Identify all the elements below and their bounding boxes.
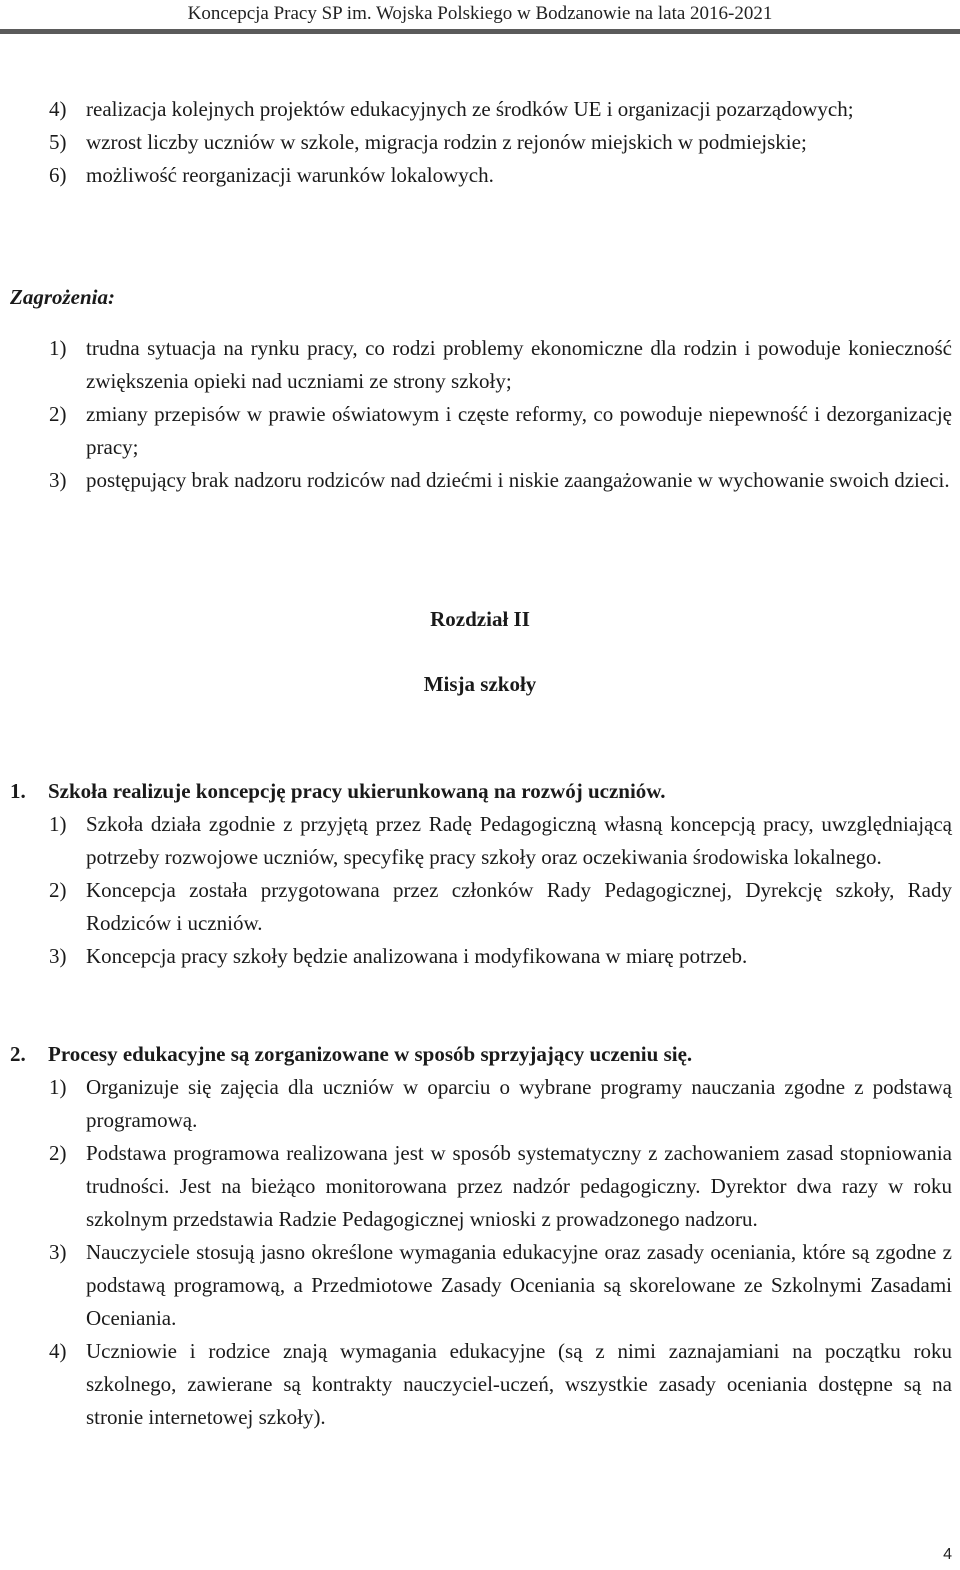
- list-item: [0, 808, 960, 874]
- list-item-number: 1): [49, 812, 67, 836]
- list-item: [0, 1236, 960, 1335]
- section-1-list: [0, 808, 960, 973]
- section-title-text: Szkoła realizuje koncepcję pracy ukierunkowaną na rozwój uczniów.: [48, 779, 666, 803]
- list-item-number: 2): [49, 878, 67, 902]
- section-number: 1.: [10, 779, 26, 803]
- list-item-text: możliwość reorganizacji warunków lokalowych.: [86, 163, 494, 187]
- list-item-text: zmiany przepisów w prawie oświatowym i częste reformy, co powoduje niepewność i dezorganizację pracy;: [86, 402, 952, 459]
- list-item-number: 6): [49, 163, 67, 187]
- list-item-number: 1): [49, 336, 67, 360]
- header-rule: [0, 29, 960, 34]
- list-item-text: wzrost liczby uczniów w szkole, migracja rodzin z rejonów miejskich w podmiejskie;: [86, 130, 807, 154]
- list-item-text: Uczniowie i rodzice znają wymagania edukacyjne (są z nimi zaznajamiani na początku roku szkolnego, zawierane są kontrakty nauczyciel-uczeń, wszystkie zasady oceniania dostępne są na stronie internetowej szkoły).: [86, 1339, 952, 1429]
- section-title: [10, 1038, 692, 1071]
- list-item-text: Organizuje się zajęcia dla uczniów w oparciu o wybrane programy nauczania zgodne z podstawą programową.: [86, 1075, 952, 1132]
- opportunities-list: [0, 93, 960, 192]
- list-item-number: 4): [49, 1339, 67, 1363]
- section-2-list: [0, 1071, 960, 1434]
- list-item-number: 1): [49, 1075, 67, 1099]
- list-item-text: Koncepcja została przygotowana przez członków Rady Pedagogicznej, Dyrekcję szkoły, Rady Rodziców i uczniów.: [86, 878, 952, 935]
- list-item-number: 2): [49, 402, 67, 426]
- page-number: 4: [943, 1546, 952, 1563]
- list-item-number: 2): [49, 1141, 67, 1165]
- chapter-label: Rozdział II: [430, 607, 530, 631]
- list-item: [0, 464, 960, 497]
- list-item-text: postępujący brak nadzoru rodziców nad dziećmi i niskie zaangażowanie w wychowanie swoich dzieci.: [86, 468, 950, 492]
- list-item-number: 3): [49, 944, 67, 968]
- list-item: [0, 940, 960, 973]
- section-number: 2.: [10, 1042, 26, 1066]
- list-item: [0, 874, 960, 940]
- list-item: [0, 126, 960, 159]
- section-title: [10, 775, 666, 808]
- section-title-text: Procesy edukacyjne są zorganizowane w sposób sprzyjający uczeniu się.: [48, 1042, 693, 1066]
- list-item: [0, 159, 960, 192]
- list-item: [0, 93, 960, 126]
- list-item-text: Koncepcja pracy szkoły będzie analizowana i modyfikowana w miarę potrzeb.: [86, 944, 748, 968]
- list-item: [0, 1335, 960, 1434]
- list-item: [0, 1137, 960, 1236]
- list-item-text: Podstawa programowa realizowana jest w sposób systematyczny z zachowaniem zasad stopniowania trudności. Jest na bieżąco monitorowana przez nadzór pedagogiczny. Dyrektor dwa razy w roku szkolnym przedstawia Radzie Pedagogicznej wnioski z prowadzonego nadzoru.: [86, 1141, 952, 1231]
- list-item-number: 4): [49, 97, 67, 121]
- list-item-number: 5): [49, 130, 67, 154]
- page-header: [0, 0, 960, 30]
- list-item: [0, 398, 960, 464]
- list-item: [0, 332, 960, 398]
- list-item-number: 3): [49, 1240, 67, 1264]
- threats-heading: Zagrożenia:: [10, 285, 115, 309]
- list-item-text: trudna sytuacja na rynku pracy, co rodzi problemy ekonomiczne dla rodzin i powoduje konieczność zwiększenia opieki nad uczniami ze strony szkoły;: [86, 336, 952, 393]
- list-item-number: 3): [49, 468, 67, 492]
- list-item-text: Nauczyciele stosują jasno określone wymagania edukacyjne oraz zasady oceniania, które są zgodne z podstawą programową, a Przedmiotowe Zasady Oceniania są skorelowane ze Szkolnymi Zasadami Oceniania.: [86, 1240, 952, 1330]
- header-title: Koncepcja Pracy SP im. Wojska Polskiego w Bodzanowie na lata 2016-2021: [187, 3, 773, 24]
- list-item: [0, 1071, 960, 1137]
- list-item-text: Szkoła działa zgodnie z przyjętą przez Radę Pedagogiczną własną koncepcją pracy, uwzględniającą potrzeby rozwojowe uczniów, specyfikę pracy szkoły oraz oczekiwania środowiska lokalnego.: [86, 812, 952, 869]
- list-item-text: realizacja kolejnych projektów edukacyjnych ze środków UE i organizacji pozarządowych;: [86, 97, 854, 121]
- chapter-title: Misja szkoły: [423, 672, 537, 696]
- threats-list: [0, 332, 960, 497]
